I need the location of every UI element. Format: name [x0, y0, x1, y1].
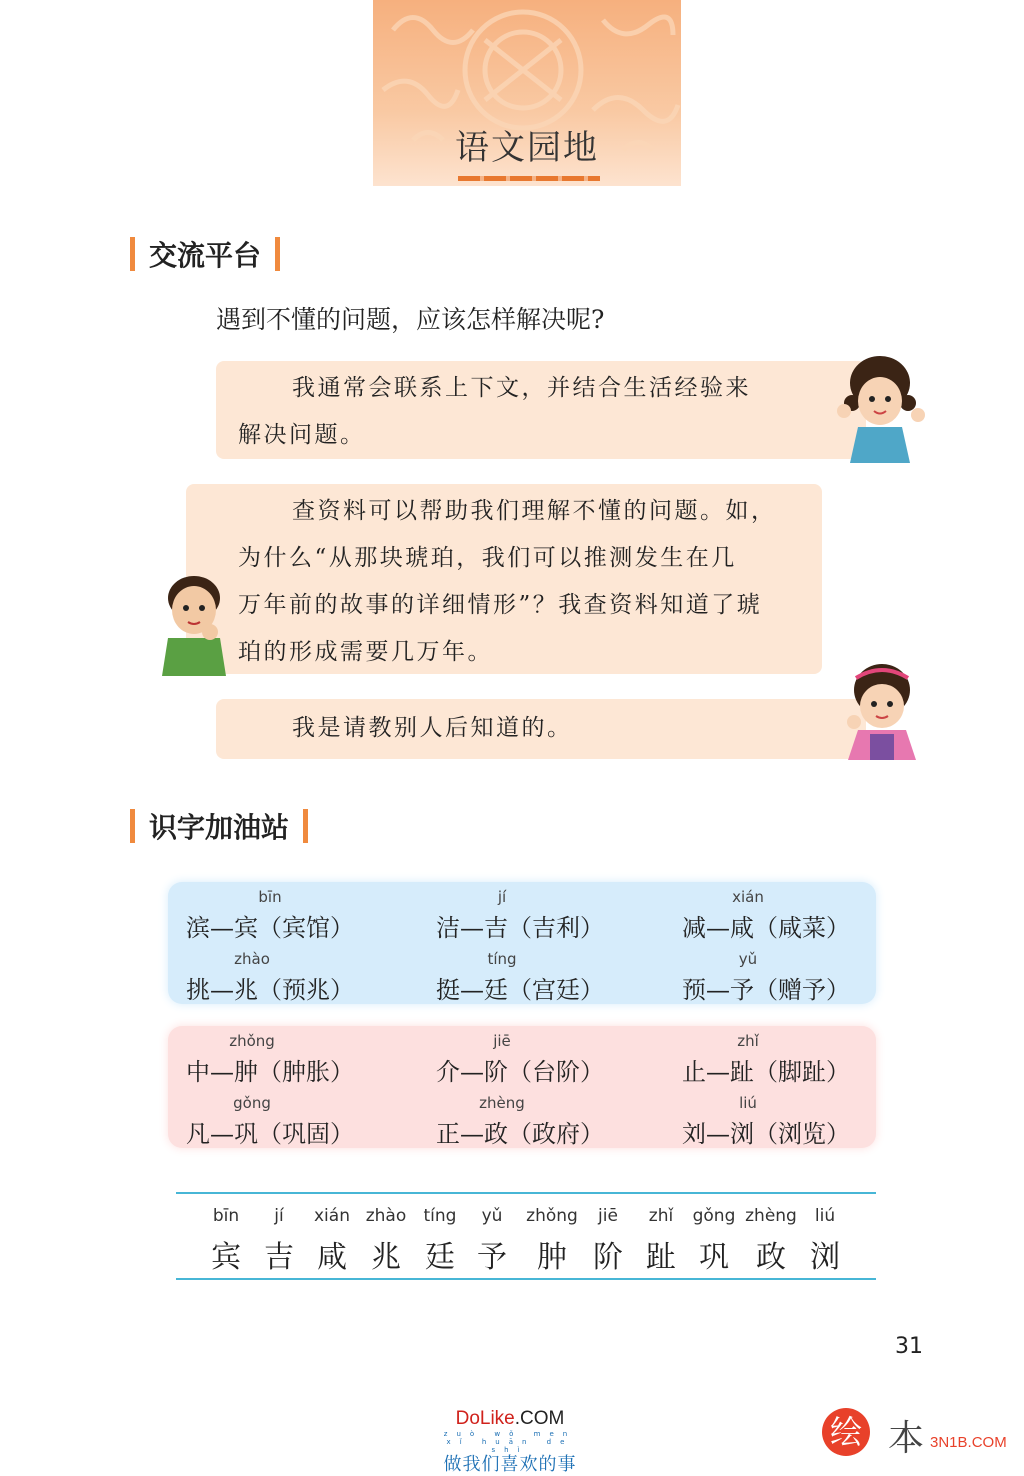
section-title-text: 交流平台: [149, 239, 262, 272]
character-entry: [682, 950, 850, 1005]
new-character-pinyin: zhǒng: [526, 1206, 578, 1226]
new-character: [795, 1194, 855, 1276]
discussion-question: 遇到不懂的问题，应该怎样解决呢?: [216, 305, 605, 334]
new-character: [196, 1194, 256, 1276]
entry-pinyin: yǔ: [738, 950, 758, 968]
character-entry: [436, 1094, 604, 1149]
new-character-glyph: 巩: [699, 1240, 729, 1275]
title-bar-right: [275, 237, 280, 271]
character-entry: [682, 888, 850, 943]
new-character-glyph: 吉: [264, 1240, 294, 1275]
entry-text: 挺—廷（宫廷）: [436, 976, 604, 1004]
entry-pinyin: bīn: [258, 888, 282, 906]
entry-pinyin: jí: [497, 888, 507, 906]
bubble-line: 查资料可以帮助我们理解不懂的问题。如，: [292, 498, 777, 524]
character-panel-pink: [168, 1026, 876, 1148]
new-character: [249, 1194, 309, 1276]
title-underline: [458, 176, 600, 181]
new-character-pinyin: liú: [814, 1206, 836, 1226]
new-character-glyph: 趾: [646, 1240, 676, 1275]
entry-text: 止—趾（脚趾）: [682, 1058, 850, 1086]
entry-text: 预—予（赠予）: [682, 976, 850, 1004]
entry-pinyin: zhào: [234, 950, 270, 968]
character-entry: [436, 950, 604, 1005]
entry-pinyin: xián: [732, 888, 764, 906]
new-character: [410, 1194, 470, 1276]
character-entry: [682, 1032, 850, 1087]
new-character: [302, 1194, 362, 1276]
entry-text: 挑—兆（预兆）: [186, 976, 354, 1004]
logo-brand-dark: .COM: [514, 1408, 565, 1429]
new-character-pinyin: yǔ: [481, 1206, 503, 1226]
entry-text: 刘—浏（浏览）: [682, 1120, 850, 1148]
entry-text: 中—肿（肿胀）: [186, 1058, 354, 1086]
section-title-literacy: [130, 806, 308, 846]
page-number: 31: [895, 1334, 923, 1359]
new-character-glyph: 廷: [425, 1240, 455, 1275]
character-entry: [436, 1032, 604, 1087]
entry-text: 正—政（政府）: [436, 1120, 604, 1148]
new-character-glyph: 浏: [810, 1240, 840, 1275]
girl-thinking-character-icon: [830, 660, 926, 760]
new-character: [356, 1194, 416, 1276]
boy-character-icon: [160, 572, 230, 676]
bubble-line: 万年前的故事的详细情形”？我查资料知道了琥: [238, 592, 763, 618]
character-entry: [682, 1094, 850, 1149]
new-character-glyph: 政: [756, 1240, 786, 1275]
watermark-char: 本: [888, 1418, 925, 1459]
new-character-glyph: 肿: [537, 1240, 567, 1275]
new-character-pinyin: xián: [314, 1206, 350, 1226]
bubble-line: 解决问题。: [238, 422, 366, 448]
logo-brand: [430, 1408, 590, 1430]
new-character-glyph: 宾: [211, 1240, 241, 1275]
section-title-text: 识字加油站: [149, 811, 290, 844]
new-character-glyph: 咸: [317, 1240, 347, 1275]
character-entry: [186, 888, 354, 943]
new-character: [462, 1194, 522, 1276]
bubble-line: 为什么“从那块琥珀，我们可以推测发生在几: [238, 545, 737, 571]
character-entry: [436, 888, 604, 943]
title-bar-left: [130, 237, 135, 271]
new-character: [631, 1194, 691, 1276]
new-character: [741, 1194, 801, 1276]
new-character-pinyin: zhào: [365, 1206, 407, 1226]
new-characters-band: [176, 1192, 876, 1280]
character-entry: [186, 1094, 354, 1149]
entry-pinyin: gǒng: [233, 1094, 271, 1112]
entry-pinyin: tíng: [487, 950, 517, 968]
entry-pinyin: jiē: [493, 1032, 511, 1050]
new-character-pinyin: gǒng: [692, 1206, 736, 1226]
bubble-line: 我通常会联系上下文，并结合生活经验来: [292, 375, 751, 401]
bubble-line: 我是请教别人后知道的。: [292, 715, 573, 741]
entry-pinyin: zhèng: [479, 1094, 525, 1112]
speech-bubble-1: [216, 361, 866, 459]
new-character-glyph: 兆: [371, 1240, 401, 1275]
new-character: [522, 1194, 582, 1276]
logo-slogan-pinyin: zuò wǒ men xǐ huān de shì: [443, 1430, 577, 1454]
new-character-pinyin: zhǐ: [648, 1206, 674, 1226]
new-character-pinyin: jiē: [598, 1206, 618, 1226]
logo-brand-red: DoLike: [455, 1408, 515, 1429]
site-watermark: [820, 1406, 1020, 1458]
bubble-line: 珀的形成需要几万年。: [238, 639, 493, 665]
new-character: [578, 1194, 638, 1276]
character-entry: [186, 1032, 354, 1087]
speech-bubble-2: [186, 484, 822, 674]
entry-text: 凡—巩（巩固）: [186, 1120, 354, 1148]
girl-character-icon: [830, 355, 926, 463]
new-character-glyph: 予: [477, 1240, 507, 1275]
entry-text: 介—阶（台阶）: [436, 1058, 604, 1086]
entry-text: 滨—宾（宾馆）: [186, 914, 354, 942]
new-character-pinyin: jí: [274, 1206, 284, 1226]
logo-slogan: 做我们喜欢的事: [443, 1454, 577, 1475]
entry-pinyin: zhǒng: [229, 1032, 275, 1050]
new-character: [684, 1194, 744, 1276]
character-panel-blue: [168, 882, 876, 1004]
entry-pinyin: liú: [739, 1094, 757, 1112]
watermark-circle-icon: 绘: [822, 1408, 870, 1456]
chapter-banner: [373, 0, 681, 186]
title-bar-left: [130, 809, 135, 843]
new-character-glyph: 阶: [593, 1240, 623, 1275]
entry-text: 减—咸（咸菜）: [682, 914, 850, 942]
speech-bubble-3: [216, 699, 866, 759]
new-character-pinyin: tíng: [423, 1206, 457, 1226]
section-title-exchange: [130, 234, 280, 274]
watermark-site: 3N1B.COM: [930, 1434, 1007, 1451]
entry-pinyin: zhǐ: [737, 1032, 759, 1050]
dolike-logo: [430, 1408, 590, 1476]
title-bar-right: [303, 809, 308, 843]
chapter-title: 语文园地: [455, 128, 599, 168]
new-character-pinyin: zhèng: [745, 1206, 797, 1226]
character-entry: [186, 950, 354, 1005]
entry-text: 洁—吉（吉利）: [436, 914, 604, 942]
new-character-pinyin: bīn: [212, 1206, 240, 1226]
